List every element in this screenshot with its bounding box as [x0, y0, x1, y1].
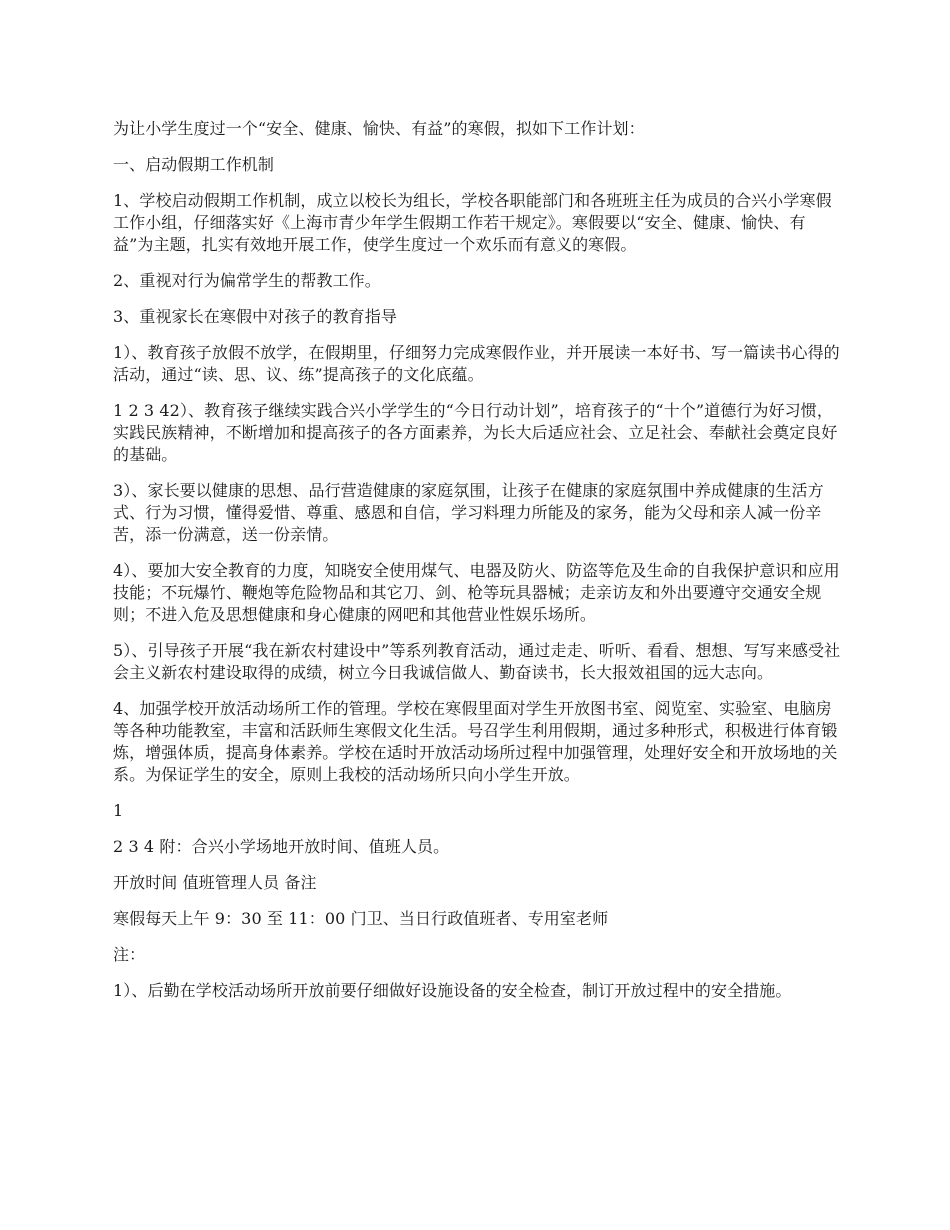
appendix-heading: 2 3 4 附：合兴小学场地开放时间、值班人员。 [113, 837, 450, 856]
note-label: 注： [113, 945, 146, 964]
sub-item-5: 5）、引导孩子开展“我在新农村建设中”等系列教育活动，通过走走、听听、看看、想想、写写来感受社会主义新农村建设取得的成绩，树立今日我诚信做人、勤奋读书，长大报效祖国的远大志向。 [113, 641, 841, 682]
sub-item-1: 1）、教育孩子放假不放学，在假期里，仔细努力完成寒假作业，并开展读一本好书、写一篇读书心得的活动，通过“读、思、议、练”提高孩子的文化底蕴。 [113, 343, 840, 384]
page-number-fragment: 1 [113, 801, 124, 820]
paragraph-4: 4、加强学校开放活动场所工作的管理。学校在寒假里面对学生开放图书室、阅览室、实验室、电脑房等各种功能教室，丰富和活跃师生寒假文化生活。号召学生利用假期，通过多种形式，积极进行体育锻炼，增强体质，提高身体素养。学校在适时开放活动场所过程中加强管理，处理好安全和开放场地的关系。为保证学生的安全，原则上我校的活动场所只向小学生开放。 [113, 699, 838, 784]
document-body [113, 118, 841, 1016]
note-item-1: 1）、后勤在学校活动场所开放前要仔细做好设施设备的安全检查，制订开放过程中的安全措施。 [113, 981, 792, 1000]
table-header-row: 开放时间 值班管理人员 备注 [113, 873, 317, 892]
paragraph-3: 3、重视家长在寒假中对孩子的教育指导 [113, 307, 397, 326]
sub-item-3: 3）、家长要以健康的思想、品行营造健康的家庭氛围，让孩子在健康的家庭氛围中养成健康的生活方式、行为习惯，懂得爱惜、尊重、感恩和自信，学习料理力所能及的家务，能为父母和亲人减一份辛苦，添一份满意，送一份亲情。 [113, 481, 824, 544]
paragraph-1: 1、学校启动假期工作机制，成立以校长为组长，学校各职能部门和各班班主任为成员的合兴小学寒假工作小组，仔细落实好《上海市青少年学生假期工作若干规定》。寒假要以“安全、健康、愉快、有益”为主题，扎实有效地开展工作，使学生度过一个欢乐而有意义的寒假。 [113, 191, 832, 254]
paragraph-2: 2、重视对行为偏常学生的帮教工作。 [113, 271, 381, 290]
table-data-row: 寒假每天上午 9：30 至 11：00 门卫、当日行政值班者、专用室老师 [113, 909, 609, 928]
section-heading-1: 一、启动假期工作机制 [113, 155, 275, 174]
sub-item-2: 1 2 3 42）、教育孩子继续实践合兴小学学生的“今日行动计划”，培育孩子的“十个”道德行为好习惯，实践民族精神，不断增加和提高孩子的各方面素养，为长大后适应社会、立足社会、奉献社会奠定良好的基础。 [113, 401, 838, 464]
intro-paragraph: 为让小学生度过一个“安全、健康、愉快、有益”的寒假，拟如下工作计划： [113, 119, 645, 138]
sub-item-4: 4）、要加大安全教育的力度，知晓安全使用煤气、电器及防火、防盗等危及生命的自我保护意识和应用技能；不玩爆竹、鞭炮等危险物品和其它刀、剑、枪等玩具器械；走亲访友和外出要遵守交通安全规则；不进入危及思想健康和身心健康的网吧和其他营业性娱乐场所。 [113, 561, 840, 624]
